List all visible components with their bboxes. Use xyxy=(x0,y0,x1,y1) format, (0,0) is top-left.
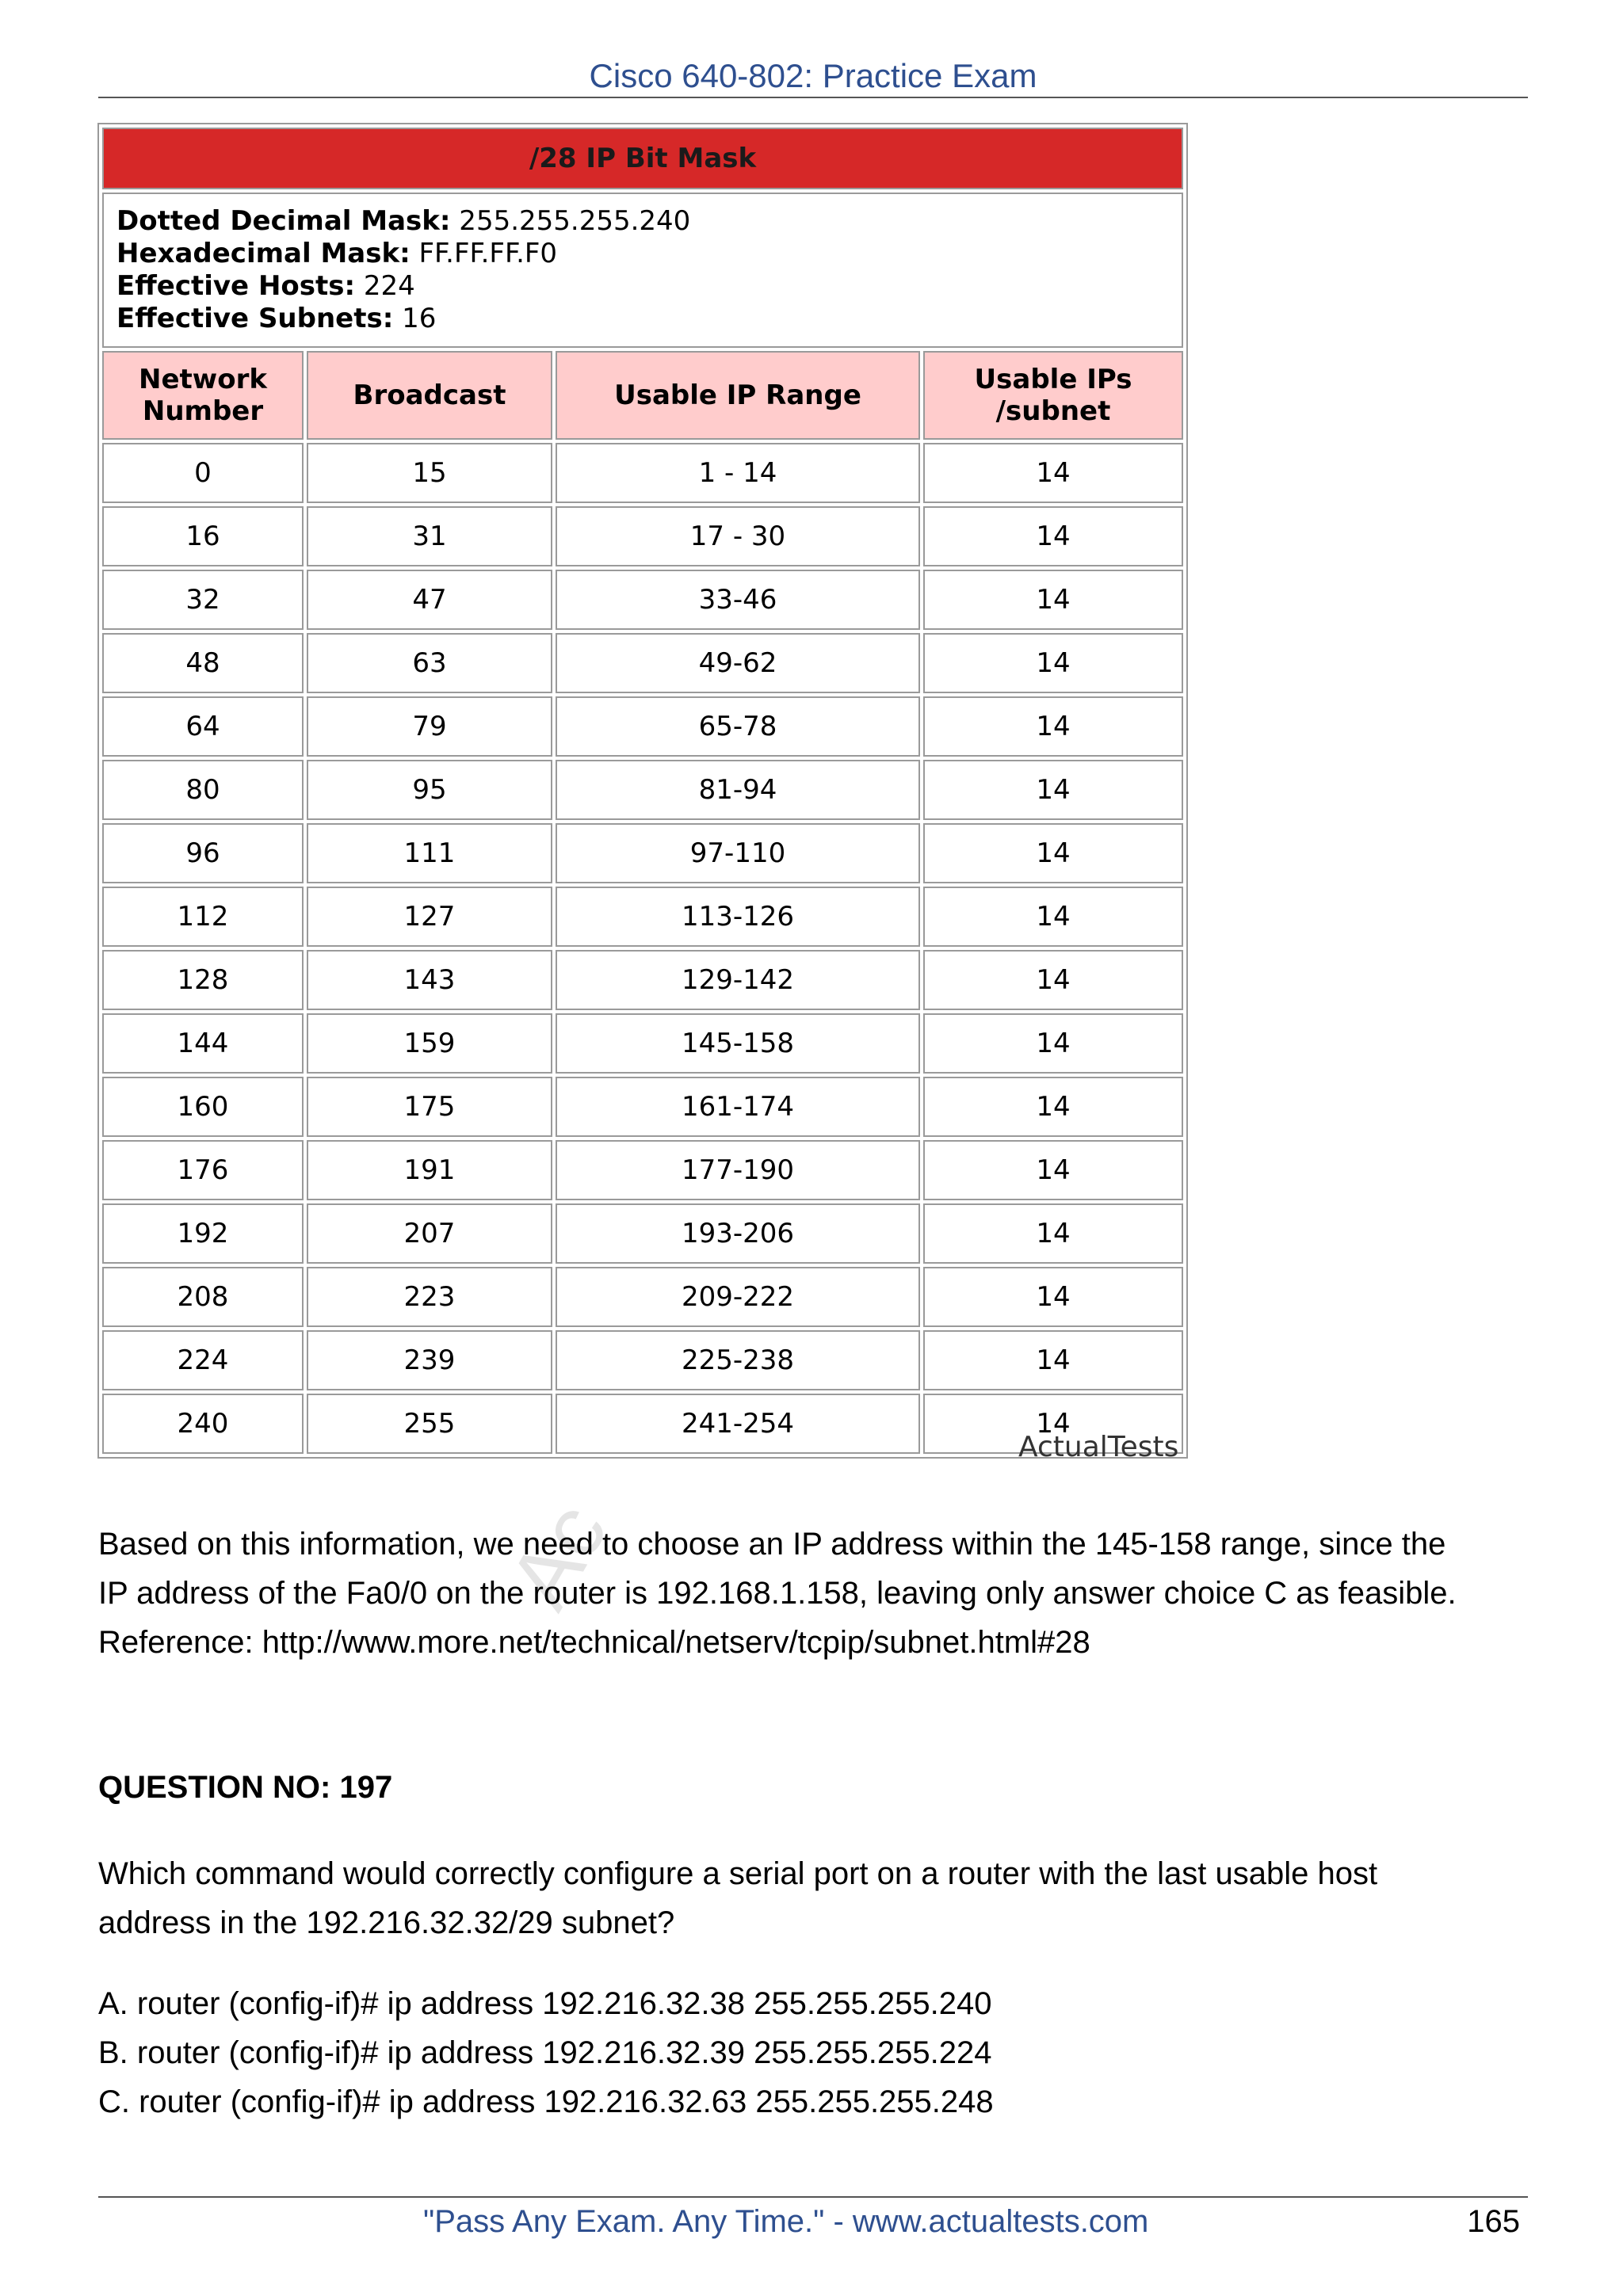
explanation-line: Based on this information, we need to choose an IP address within the 145-158 range, since the xyxy=(98,1527,1446,1562)
table-row xyxy=(102,1330,1183,1390)
info-value: 16 xyxy=(393,303,437,334)
column-header: Broadcast xyxy=(307,351,552,440)
info-line xyxy=(116,303,1169,335)
explanation-line: IP address of the Fa0/0 on the router is 192.168.1.158, leaving only answer choice C as feasible. xyxy=(98,1576,1457,1611)
answer-option: C. router (config-if)# ip address 192.216.32.63 255.255.255.248 xyxy=(98,2084,994,2119)
table-row xyxy=(102,506,1183,566)
footer-tagline: "Pass Any Exam. Any Time." - www.actualtests.com xyxy=(423,2204,1149,2239)
table-cell: 33-46 xyxy=(556,570,920,630)
table-cell: 14 xyxy=(923,823,1183,883)
table-cell: 144 xyxy=(102,1013,304,1074)
table-cell: 15 xyxy=(307,443,552,503)
question-text xyxy=(98,1849,1533,1947)
question-number: QUESTION NO: 197 xyxy=(98,1770,393,1805)
table-cell: 191 xyxy=(307,1140,552,1200)
table-cell: 81-94 xyxy=(556,760,920,820)
bit-mask-grid xyxy=(99,124,1186,1457)
table-cell: 175 xyxy=(307,1077,552,1137)
table-row xyxy=(102,1077,1183,1137)
table-cell: 1 - 14 xyxy=(556,443,920,503)
watermark: Ac xyxy=(490,1487,626,1624)
table-cell: 14 xyxy=(923,950,1183,1010)
table-cell: 113-126 xyxy=(556,887,920,947)
page-header-title: Cisco 640-802: Practice Exam xyxy=(589,57,1037,94)
table-cell: 14 xyxy=(923,506,1183,566)
table-cell: 48 xyxy=(102,633,304,693)
table-cell: 177-190 xyxy=(556,1140,920,1200)
table-cell: 14 xyxy=(923,570,1183,630)
table-cell: 14 xyxy=(923,1330,1183,1390)
info-line xyxy=(116,270,1169,303)
column-header: Usable IPs /subnet xyxy=(923,351,1183,440)
table-caption: ActualTests xyxy=(1018,1431,1179,1463)
table-cell: 14 xyxy=(923,1203,1183,1264)
table-cell: 95 xyxy=(307,760,552,820)
table-cell: 17 - 30 xyxy=(556,506,920,566)
table-cell: 14 xyxy=(923,1013,1183,1074)
table-cell: 193-206 xyxy=(556,1203,920,1264)
table-row xyxy=(102,1140,1183,1200)
info-label: Dotted Decimal Mask: xyxy=(116,205,451,237)
info-value: 224 xyxy=(355,270,415,302)
table-cell: 14 xyxy=(923,1140,1183,1200)
table-cell: 239 xyxy=(307,1330,552,1390)
table-cell: 223 xyxy=(307,1267,552,1327)
table-cell: 14 xyxy=(923,1267,1183,1327)
answer-option: A. router (config-if)# ip address 192.216.32.38 255.255.255.240 xyxy=(98,1986,992,2021)
table-cell: 49-62 xyxy=(556,633,920,693)
table-row xyxy=(102,1013,1183,1074)
table-cell: 16 xyxy=(102,506,304,566)
table-cell: 255 xyxy=(307,1394,552,1454)
info-line xyxy=(116,238,1169,270)
table-row xyxy=(102,443,1183,503)
table-cell: 14 xyxy=(923,760,1183,820)
column-header-row xyxy=(102,351,1183,440)
table-cell: 47 xyxy=(307,570,552,630)
table-body xyxy=(102,443,1183,1454)
table-cell: 14 xyxy=(923,887,1183,947)
bit-mask-table xyxy=(97,123,1188,1459)
info-value: 255.255.255.240 xyxy=(450,205,691,237)
question-line: address in the 192.216.32.32/29 subnet? xyxy=(98,1905,675,1940)
table-title: /28 IP Bit Mask xyxy=(102,128,1183,189)
reference-line: Reference: http://www.more.net/technical/netserv/tcpip/subnet.html#28 xyxy=(98,1625,1090,1660)
footer-divider xyxy=(98,2196,1528,2198)
table-cell: 129-142 xyxy=(556,950,920,1010)
info-line xyxy=(116,205,1169,238)
table-cell: 14 xyxy=(923,696,1183,757)
table-cell: 127 xyxy=(307,887,552,947)
answer-option: B. router (config-if)# ip address 192.216.32.39 255.255.255.224 xyxy=(98,2035,992,2070)
table-cell: 143 xyxy=(307,950,552,1010)
table-row xyxy=(102,823,1183,883)
explanation-paragraph xyxy=(98,1520,1533,1667)
info-label: Effective Hosts: xyxy=(116,270,356,302)
table-cell: 145-158 xyxy=(556,1013,920,1074)
page-number: 165 xyxy=(1467,2204,1520,2239)
table-cell: 240 xyxy=(102,1394,304,1454)
table-cell: 225-238 xyxy=(556,1330,920,1390)
table-cell: 65-78 xyxy=(556,696,920,757)
table-cell: 161-174 xyxy=(556,1077,920,1137)
table-cell: 208 xyxy=(102,1267,304,1327)
table-row xyxy=(102,887,1183,947)
table-cell: 14 xyxy=(923,633,1183,693)
table-cell: 97-110 xyxy=(556,823,920,883)
table-cell: 96 xyxy=(102,823,304,883)
table-row xyxy=(102,1267,1183,1327)
table-cell: 64 xyxy=(102,696,304,757)
table-cell: 0 xyxy=(102,443,304,503)
table-cell: 159 xyxy=(307,1013,552,1074)
table-cell: 160 xyxy=(102,1077,304,1137)
table-cell: 14 xyxy=(923,1077,1183,1137)
table-cell: 79 xyxy=(307,696,552,757)
mask-info xyxy=(102,193,1183,348)
table-cell: 224 xyxy=(102,1330,304,1390)
table-cell: 192 xyxy=(102,1203,304,1264)
info-label: Hexadecimal Mask: xyxy=(116,238,411,269)
table-cell: 176 xyxy=(102,1140,304,1200)
table-cell: 209-222 xyxy=(556,1267,920,1327)
table-cell: 63 xyxy=(307,633,552,693)
table-title-row xyxy=(102,128,1183,189)
table-cell: 14 xyxy=(923,443,1183,503)
table-cell: 112 xyxy=(102,887,304,947)
table-cell: 207 xyxy=(307,1203,552,1264)
table-row xyxy=(102,570,1183,630)
table-cell: 241-254 xyxy=(556,1394,920,1454)
info-label: Effective Subnets: xyxy=(116,303,394,334)
table-cell: 111 xyxy=(307,823,552,883)
column-header: Network Number xyxy=(102,351,304,440)
info-value: FF.FF.FF.F0 xyxy=(410,238,558,269)
column-header: Usable IP Range xyxy=(556,351,920,440)
table-row xyxy=(102,633,1183,693)
table-row xyxy=(102,760,1183,820)
table-row xyxy=(102,696,1183,757)
table-cell: 32 xyxy=(102,570,304,630)
table-cell: 31 xyxy=(307,506,552,566)
answer-options xyxy=(98,1979,994,2126)
table-row xyxy=(102,1203,1183,1264)
table-row xyxy=(102,950,1183,1010)
question-line: Which command would correctly configure a serial port on a router with the last usable host xyxy=(98,1856,1378,1891)
table-cell: 128 xyxy=(102,950,304,1010)
table-info-row xyxy=(102,193,1183,348)
header-divider xyxy=(98,97,1528,98)
table-cell: 80 xyxy=(102,760,304,820)
table-cell: 14 xyxy=(923,1394,1183,1454)
